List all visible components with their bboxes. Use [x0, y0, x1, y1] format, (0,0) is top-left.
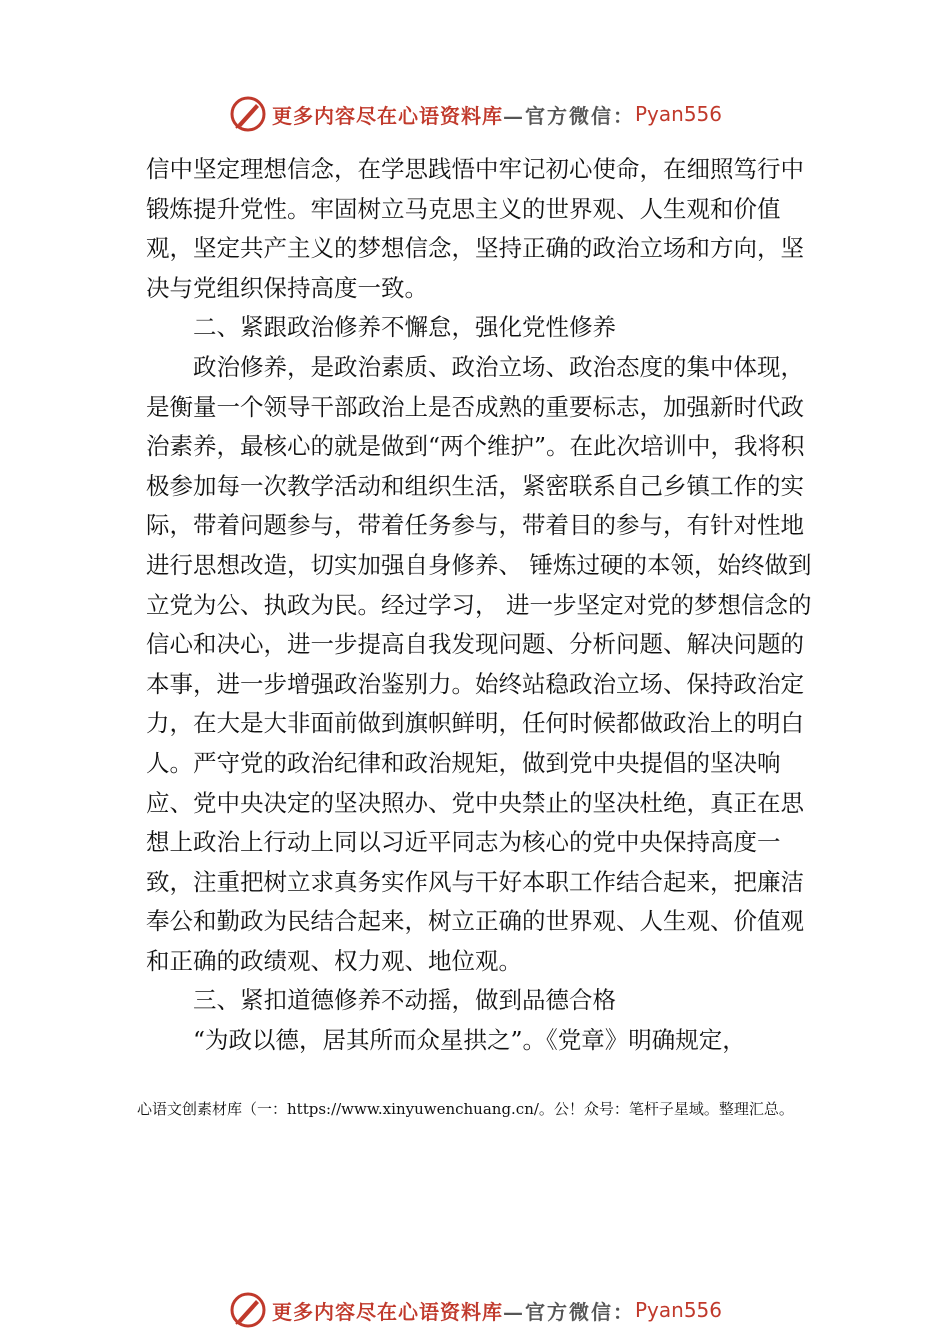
- header-banner: [0, 92, 950, 136]
- section-heading-2: 二、紧跟政治修养不懈怠，强化党性修养: [193, 313, 616, 342]
- banner-wechat-label: —官方微信：: [502, 103, 635, 128]
- pen-logo-icon: [228, 1290, 268, 1330]
- paragraph-moral-cultivation: “为政以德，居其所而众星拱之”。《党章》明确规定，: [193, 1026, 746, 1055]
- section-heading-3: 三、紧扣道德修养不动摇，做到品德合格: [193, 986, 616, 1015]
- document-body: [146, 150, 826, 1061]
- source-footnote: 心语文创素材库（一：https://www.xinyuwenchuang.cn/。公！众号：笔杆子星域。整理汇总。: [137, 1100, 794, 1118]
- paragraph-political-cultivation: 政治修养，是政治素质、政治立场、政治态度的集中体现，是衡量一个领导干部政治上是否成熟的重要标志，加强新时代政治素养，最核心的就是做到“两个维护”。在此次培训中，我将积极参加每一次教学活动和组织生活，紧密联系自己乡镇工作的实际，带着问题参与，带着任务参与，带着目的参与，有针对性地进行思想改造，切实加强自身修养、 锤炼过硬的本领，始终做到立党为公、执政为民。经过学习， 进一步坚定对党的梦想信念的信心和决心，进一步提高自我发现问题、分析问题、解决问题的本事，进一步增强政治鉴别力。始终站稳政治立场、保持政治定力，在大是大非面前做到旗帜鲜明，任何时候都做政治上的明白人。严守党的政治纪律和政治规矩，做到党中央提倡的坚决响应、党中央决定的坚决照办、党中央禁止的坚决杜绝，真正在思想上政治上行动上同以习近平同志为核心的党中央保持高度一致，注重把树立求真务实作风与干好本职工作结合起来，把廉洁奉公和勤政为民结合起来，树立正确的世界观、人生观、价值观和正确的政绩观、权力观、地位观。: [146, 352, 812, 975]
- banner-wechat-id: Pyan556: [634, 102, 722, 126]
- banner-wechat-label: —官方微信：: [502, 1299, 635, 1324]
- banner-brand-text: 更多内容尽在心语资料库: [271, 1299, 503, 1324]
- pen-logo-icon: [228, 94, 268, 134]
- paragraph-continuation: 信中坚定理想信念，在学思践悟中牢记初心使命，在细照笃行中锻炼提升党性。牢固树立马克思主义的世界观、人生观和价值观，坚定共产主义的梦想信念，坚持正确的政治立场和方向，坚决与党组织保持高度一致。: [146, 155, 804, 302]
- footer-banner: [0, 1288, 950, 1332]
- banner-wechat-id: Pyan556: [634, 1298, 722, 1322]
- banner-brand-text: 更多内容尽在心语资料库: [271, 103, 503, 128]
